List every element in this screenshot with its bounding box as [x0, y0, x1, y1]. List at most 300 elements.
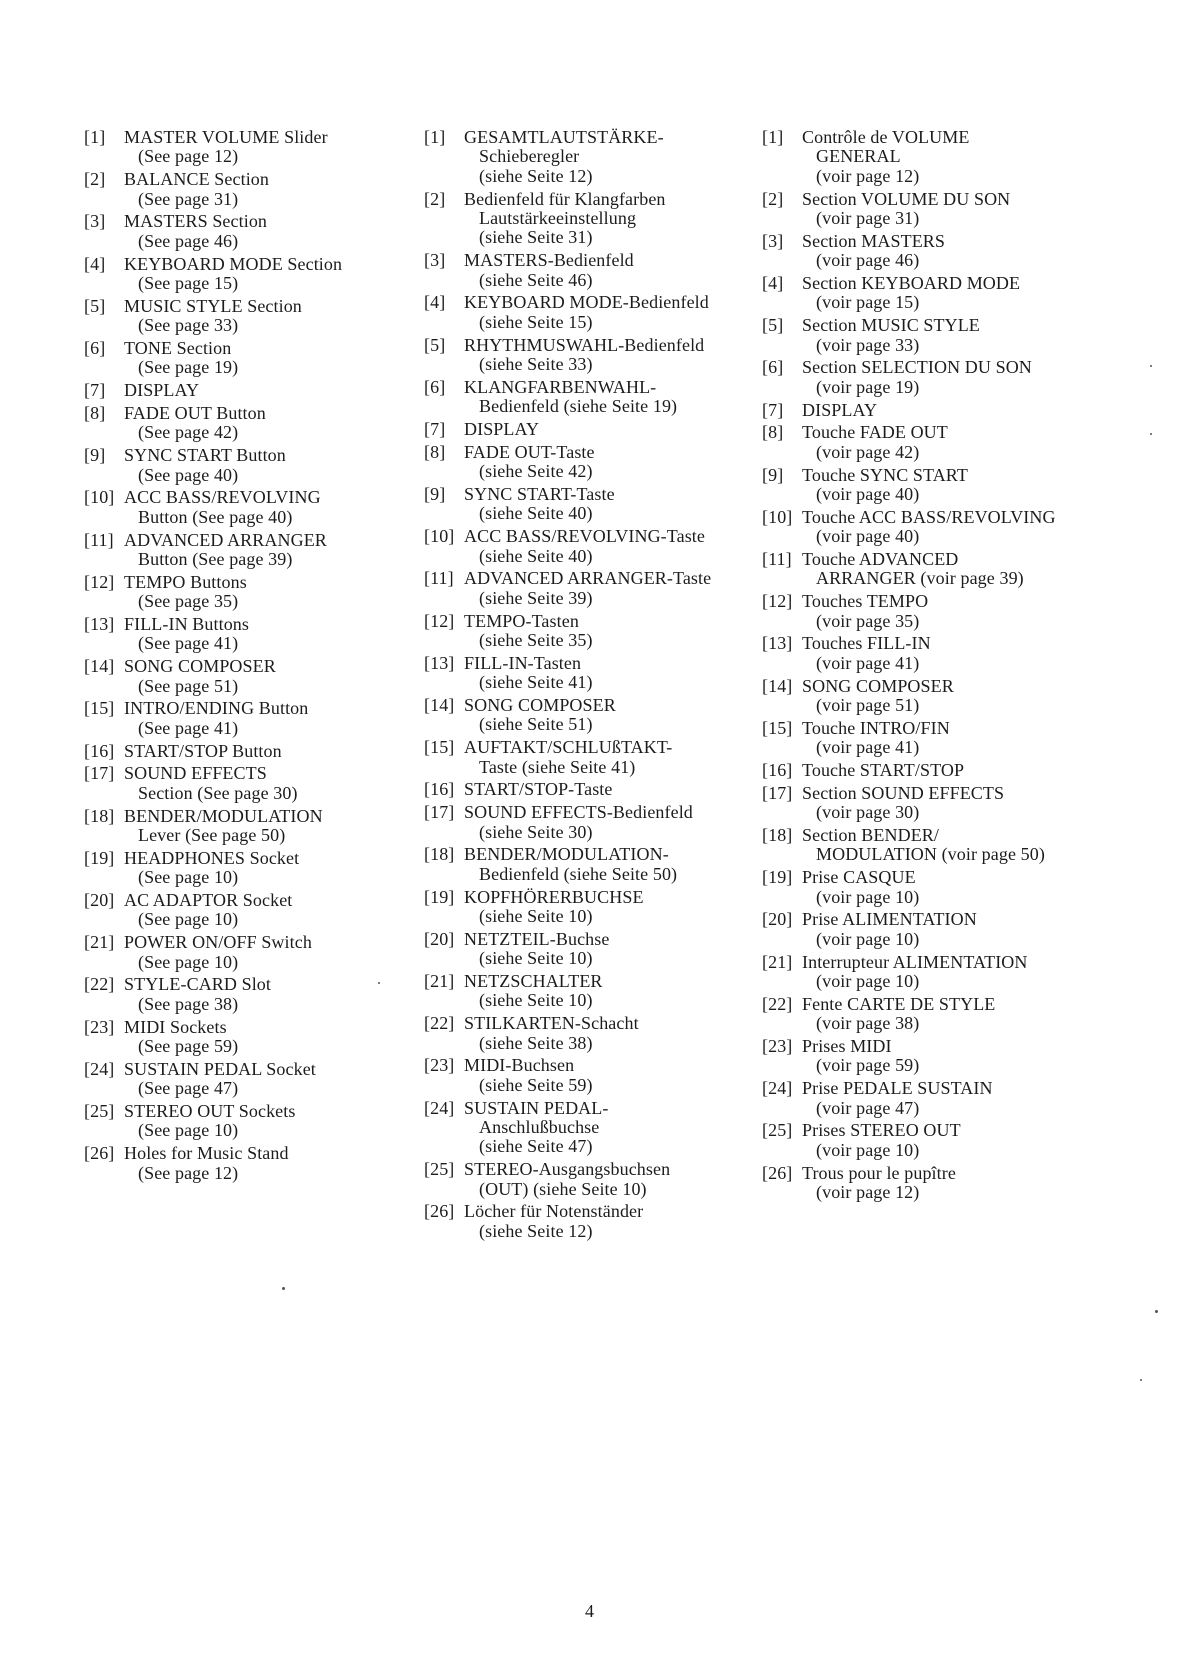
item-reference: (voir page 33) [816, 334, 920, 355]
item-number: [25] [84, 1101, 115, 1122]
item-label: SONG COMPOSER [802, 675, 954, 696]
item-label: Prises MIDI [802, 1036, 892, 1057]
item-reference: (voir page 10) [816, 1139, 920, 1160]
english-column [84, 128, 414, 1186]
item-number: [2] [762, 188, 784, 209]
item-number: [13] [762, 633, 793, 654]
item-reference: (siehe Seite 39) [479, 587, 593, 608]
item-number: [10] [84, 487, 115, 508]
list-item [424, 527, 754, 566]
item-label: SONG COMPOSER [464, 695, 616, 716]
item-reference: (voir page 12) [816, 165, 920, 186]
scan-speck [1140, 1379, 1142, 1381]
list-item [424, 336, 754, 375]
list-item [424, 738, 754, 777]
item-label: MASTERS Section [124, 211, 268, 232]
list-item [84, 488, 414, 527]
item-label: Touche START/STOP [802, 760, 965, 781]
item-label: Section SOUND EFFECTS [802, 782, 1005, 803]
item-reference: (See page 10) [138, 867, 239, 888]
item-label: SONG COMPOSER [124, 656, 276, 677]
item-reference: (siehe Seite 10) [479, 906, 593, 927]
item-label: Touche FADE OUT [802, 422, 948, 443]
item-number: [7] [84, 380, 106, 401]
list-item [762, 677, 1112, 716]
item-reference: (See page 10) [138, 1120, 239, 1141]
item-number: [3] [762, 230, 784, 251]
item-label: Touches FILL-IN [802, 633, 931, 654]
item-number: [15] [762, 717, 793, 738]
item-label: SOUND EFFECTS [124, 763, 267, 784]
scan-speck [282, 1287, 285, 1290]
item-reference: (siehe Seite 33) [479, 354, 593, 375]
list-item [762, 1079, 1112, 1118]
item-number: [21] [84, 932, 115, 953]
item-number: [2] [84, 169, 106, 190]
item-number: [17] [424, 802, 455, 823]
scan-speck [1155, 1310, 1158, 1313]
item-number: [16] [762, 760, 793, 781]
item-label: FADE OUT-Taste [464, 441, 595, 462]
list-item [424, 780, 754, 799]
item-reference: (See page 31) [138, 188, 239, 209]
item-number: [16] [424, 779, 455, 800]
item-label: NETZTEIL-Buchse [464, 928, 610, 949]
list-item [84, 975, 414, 1014]
item-label: Interrupteur ALIMENTATION [802, 951, 1028, 972]
item-number: [19] [424, 886, 455, 907]
item-label: Section SELECTION DU SON [802, 357, 1032, 378]
list-item [84, 404, 414, 443]
item-reference: Button (See page 39) [138, 549, 293, 570]
item-reference: (siehe Seite 40) [479, 503, 593, 524]
item-number: [6] [424, 376, 446, 397]
item-label: Prise CASQUE [802, 867, 916, 888]
item-label: KLANGFARBENWAHL- [464, 376, 657, 397]
item-reference: (voir page 12) [816, 1182, 920, 1203]
list-item [762, 423, 1112, 462]
list-item [762, 592, 1112, 631]
item-label: DISPLAY [802, 399, 878, 420]
list-item [424, 972, 754, 1011]
item-number: [9] [424, 484, 446, 505]
item-label: Holes for Music Stand [124, 1143, 289, 1164]
item-number: [3] [84, 211, 106, 232]
item-label: START/STOP Button [124, 740, 282, 761]
item-label: Fente CARTE DE STYLE [802, 993, 996, 1014]
item-label: DISPLAY [124, 380, 200, 401]
list-item [762, 1037, 1112, 1076]
item-reference: (See page 10) [138, 909, 239, 930]
list-item [424, 293, 754, 332]
list-item [762, 634, 1112, 673]
item-number: [12] [424, 610, 455, 631]
list-item [424, 845, 754, 884]
item-label: FADE OUT Button [124, 403, 266, 424]
item-number: [19] [84, 847, 115, 868]
list-item [762, 910, 1112, 949]
item-reference: (See page 33) [138, 315, 239, 336]
list-item [762, 826, 1112, 865]
list-item [84, 657, 414, 696]
item-label: STYLE-CARD Slot [124, 974, 272, 995]
list-item [84, 255, 414, 294]
item-number: [8] [762, 422, 784, 443]
list-item [762, 358, 1112, 397]
item-reference: (siehe Seite 15) [479, 311, 593, 332]
item-label: Trous pour le pupître [802, 1162, 956, 1183]
list-item [762, 401, 1112, 420]
item-reference: (See page 19) [138, 357, 239, 378]
list-item [424, 1056, 754, 1095]
item-label: SYNC START-Taste [464, 484, 615, 505]
item-number: [24] [424, 1097, 455, 1118]
item-reference: (siehe Seite 42) [479, 461, 593, 482]
list-item [84, 170, 414, 209]
item-reference: (siehe Seite 38) [479, 1032, 593, 1053]
item-label: MUSIC STYLE Section [124, 295, 302, 316]
item-reference: (voir page 10) [816, 928, 920, 949]
item-reference: (See page 15) [138, 273, 239, 294]
item-reference: (voir page 30) [816, 802, 920, 823]
item-label: AUFTAKT/SCHLUßTAKT- [464, 737, 673, 758]
scan-speck [1150, 433, 1152, 435]
list-item [424, 443, 754, 482]
item-label: ADVANCED ARRANGER [124, 529, 327, 550]
item-label: KEYBOARD MODE-Bedienfeld [464, 292, 709, 313]
page-number: 4 [585, 1601, 594, 1621]
item-label: BENDER/MODULATION- [464, 844, 669, 865]
list-item [424, 1160, 754, 1199]
list-item [424, 1099, 754, 1157]
item-reference: (See page 38) [138, 993, 239, 1014]
item-reference: (voir page 40) [816, 526, 920, 547]
item-reference: (See page 59) [138, 1036, 239, 1057]
item-reference: (siehe Seite 41) [479, 672, 593, 693]
item-reference: (siehe Seite 40) [479, 545, 593, 566]
item-reference: (voir page 46) [816, 250, 920, 271]
item-number: [12] [762, 591, 793, 612]
list-item [762, 466, 1112, 505]
item-reference: Taste (siehe Seite 41) [479, 756, 636, 777]
item-label: Touche ADVANCED [802, 549, 959, 570]
item-number: [7] [762, 399, 784, 420]
item-number: [22] [424, 1013, 455, 1034]
item-number: [22] [84, 974, 115, 995]
list-item [762, 1121, 1112, 1160]
item-number: [13] [424, 652, 455, 673]
list-item [84, 1102, 414, 1141]
item-reference: Anschlußbuchse [479, 1117, 600, 1138]
list-item [84, 128, 414, 167]
item-number: [15] [424, 737, 455, 758]
item-label: Prise ALIMENTATION [802, 909, 977, 930]
list-item [424, 251, 754, 290]
list-item [762, 274, 1112, 313]
list-item [84, 339, 414, 378]
list-item [762, 784, 1112, 823]
item-label: START/STOP-Taste [464, 779, 613, 800]
item-label: NETZSCHALTER [464, 971, 603, 992]
list-item [424, 888, 754, 927]
item-reference: (siehe Seite 30) [479, 821, 593, 842]
item-number: [18] [84, 805, 115, 826]
item-number: [11] [84, 529, 114, 550]
item-reference: (voir page 31) [816, 208, 920, 229]
list-item [84, 615, 414, 654]
list-item [424, 930, 754, 969]
french-column [762, 128, 1112, 1206]
item-label: AC ADAPTOR Socket [124, 890, 293, 911]
item-number: [8] [84, 403, 106, 424]
item-label: BENDER/MODULATION [124, 805, 323, 826]
item-number: [5] [762, 315, 784, 336]
list-item [424, 420, 754, 439]
item-reference: (voir page 38) [816, 1013, 920, 1034]
item-number: [1] [424, 127, 446, 147]
item-label: Löcher für Notenständer [464, 1201, 644, 1222]
item-number: [6] [84, 338, 106, 359]
item-reference: (See page 51) [138, 675, 239, 696]
item-label: POWER ON/OFF Switch [124, 932, 312, 953]
item-reference: Bedienfeld (siehe Seite 50) [479, 863, 678, 884]
item-reference: (siehe Seite 12) [479, 1220, 593, 1241]
scan-speck [378, 982, 380, 984]
list-item [84, 381, 414, 400]
item-label: MIDI Sockets [124, 1016, 227, 1037]
item-reference: (See page 12) [138, 146, 239, 167]
list-item [424, 696, 754, 735]
item-reference: (siehe Seite 10) [479, 990, 593, 1011]
item-number: [4] [424, 292, 446, 313]
list-item [424, 190, 754, 248]
item-number: [20] [84, 890, 115, 911]
item-reference: (voir page 41) [816, 737, 920, 758]
item-number: [5] [424, 334, 446, 355]
item-number: [14] [762, 675, 793, 696]
item-reference: (See page 41) [138, 633, 239, 654]
item-number: [19] [762, 867, 793, 888]
item-number: [24] [84, 1058, 115, 1079]
item-number: [13] [84, 614, 115, 635]
item-reference: (siehe Seite 10) [479, 948, 593, 969]
item-label: STEREO-Ausgangsbuchsen [464, 1159, 671, 1180]
item-reference: (siehe Seite 31) [479, 227, 593, 248]
item-number: [17] [762, 782, 793, 803]
item-reference: Bedienfeld (siehe Seite 19) [479, 396, 678, 417]
item-label: DISPLAY [464, 419, 540, 440]
item-number: [15] [84, 698, 115, 719]
item-label: Section VOLUME DU SON [802, 188, 1011, 209]
item-label: GESAMTLAUTSTÄRKE- [464, 127, 664, 147]
item-number: [5] [84, 295, 106, 316]
item-label: Section MUSIC STYLE [802, 315, 980, 336]
item-label: SOUND EFFECTS-Bedienfeld [464, 802, 693, 823]
item-reference: (OUT) (siehe Seite 10) [479, 1178, 647, 1199]
item-reference: MODULATION (voir page 50) [816, 844, 1045, 865]
item-number: [25] [762, 1120, 793, 1141]
item-reference: Lever (See page 50) [138, 825, 286, 846]
item-label: BALANCE Section [124, 169, 269, 190]
scan-speck [1150, 365, 1152, 367]
list-item [762, 550, 1112, 589]
item-label: Contrôle de VOLUME [802, 127, 970, 147]
item-reference: (See page 41) [138, 717, 239, 738]
item-label: MASTERS-Bedienfeld [464, 250, 634, 271]
list-item [84, 1144, 414, 1183]
item-label: FILL-IN Buttons [124, 614, 249, 635]
list-item [84, 849, 414, 888]
item-reference: (voir page 10) [816, 886, 920, 907]
item-number: [11] [762, 549, 792, 570]
list-item [84, 742, 414, 761]
item-reference: (siehe Seite 46) [479, 269, 593, 290]
list-item [762, 316, 1112, 355]
item-reference: (siehe Seite 59) [479, 1074, 593, 1095]
list-item [84, 764, 414, 803]
item-reference: (voir page 15) [816, 292, 920, 313]
item-reference: (siehe Seite 51) [479, 714, 593, 735]
item-number: [7] [424, 419, 446, 440]
item-number: [26] [762, 1162, 793, 1183]
item-label: Touche ACC BASS/REVOLVING [802, 506, 1056, 527]
list-item [84, 699, 414, 738]
item-number: [14] [424, 695, 455, 716]
list-item [424, 569, 754, 608]
list-item [84, 891, 414, 930]
item-label: Bedienfeld für Klangfarben [464, 188, 666, 209]
item-label: Touche SYNC START [802, 464, 968, 485]
item-reference: (voir page 10) [816, 971, 920, 992]
item-number: [23] [84, 1016, 115, 1037]
item-number: [10] [762, 506, 793, 527]
item-label: KEYBOARD MODE Section [124, 253, 343, 274]
item-label: Section KEYBOARD MODE [802, 273, 1021, 294]
list-item [424, 654, 754, 693]
list-item [762, 190, 1112, 229]
item-reference: (See page 35) [138, 591, 239, 612]
list-item [84, 212, 414, 251]
item-number: [22] [762, 993, 793, 1014]
item-number: [23] [424, 1055, 455, 1076]
item-number: [18] [424, 844, 455, 865]
list-item [762, 232, 1112, 271]
item-reference: GENERAL [816, 146, 901, 167]
list-item [762, 1164, 1112, 1203]
list-item [424, 128, 754, 186]
item-reference: (See page 12) [138, 1162, 239, 1183]
list-item [84, 933, 414, 972]
list-item [84, 531, 414, 570]
item-number: [23] [762, 1036, 793, 1057]
item-label: ACC BASS/REVOLVING [124, 487, 321, 508]
item-number: [26] [84, 1143, 115, 1164]
item-reference: (voir page 59) [816, 1055, 920, 1076]
item-label: STILKARTEN-Schacht [464, 1013, 639, 1034]
item-label: ACC BASS/REVOLVING-Taste [464, 526, 705, 547]
list-item [762, 995, 1112, 1034]
item-reference: (siehe Seite 35) [479, 630, 593, 651]
item-reference: (voir page 51) [816, 695, 920, 716]
item-label: TONE Section [124, 338, 232, 359]
item-number: [8] [424, 441, 446, 462]
item-number: [6] [762, 357, 784, 378]
item-label: MASTER VOLUME Slider [124, 127, 328, 147]
item-label: TEMPO-Tasten [464, 610, 579, 631]
item-label: KOPFHÖRERBUCHSE [464, 886, 644, 907]
list-item [424, 485, 754, 524]
item-label: SUSTAIN PEDAL- [464, 1097, 609, 1118]
item-number: [25] [424, 1159, 455, 1180]
item-number: [12] [84, 571, 115, 592]
item-number: [21] [424, 971, 455, 992]
item-number: [21] [762, 951, 793, 972]
item-number: [4] [762, 273, 784, 294]
list-item [762, 128, 1112, 186]
item-label: Prise PEDALE SUSTAIN [802, 1078, 993, 1099]
item-number: [10] [424, 526, 455, 547]
list-item [762, 719, 1112, 758]
item-label: FILL-IN-Tasten [464, 652, 582, 673]
item-label: STEREO OUT Sockets [124, 1101, 296, 1122]
list-item [762, 508, 1112, 547]
item-reference: (voir page 47) [816, 1097, 920, 1118]
list-item [84, 297, 414, 336]
item-number: [1] [762, 127, 784, 147]
item-reference: (See page 40) [138, 464, 239, 485]
item-number: [11] [424, 568, 454, 589]
item-reference: ARRANGER (voir page 39) [816, 568, 1024, 589]
list-item [762, 953, 1112, 992]
list-item [424, 1202, 754, 1241]
list-item [84, 1018, 414, 1057]
item-number: [9] [84, 445, 106, 466]
german-column [424, 128, 754, 1245]
item-reference: (voir page 42) [816, 441, 920, 462]
item-number: [2] [424, 188, 446, 209]
item-number: [9] [762, 464, 784, 485]
item-reference: (voir page 40) [816, 484, 920, 505]
item-reference: (See page 47) [138, 1078, 239, 1099]
item-reference: Schieberegler [479, 146, 580, 167]
item-reference: Button (See page 40) [138, 506, 293, 527]
item-number: [1] [84, 127, 106, 147]
list-item [424, 612, 754, 651]
list-item [762, 761, 1112, 780]
item-number: [26] [424, 1201, 455, 1222]
list-item [762, 868, 1112, 907]
item-label: MIDI-Buchsen [464, 1055, 575, 1076]
item-label: SYNC START Button [124, 445, 286, 466]
item-number: [18] [762, 825, 793, 846]
item-label: HEADPHONES Socket [124, 847, 300, 868]
item-label: Section MASTERS [802, 230, 946, 251]
item-number: [14] [84, 656, 115, 677]
item-label: RHYTHMUSWAHL-Bedienfeld [464, 334, 705, 355]
list-item [424, 1014, 754, 1053]
item-reference: Section (See page 30) [138, 782, 298, 803]
item-number: [4] [84, 253, 106, 274]
item-number: [3] [424, 250, 446, 271]
list-item [84, 573, 414, 612]
item-reference: (See page 46) [138, 230, 239, 251]
item-label: Touches TEMPO [802, 591, 929, 612]
list-item [84, 807, 414, 846]
item-label: ADVANCED ARRANGER-Taste [464, 568, 712, 589]
item-label: Touche INTRO/FIN [802, 717, 950, 738]
list-item [424, 803, 754, 842]
item-label: Prises STEREO OUT [802, 1120, 961, 1141]
